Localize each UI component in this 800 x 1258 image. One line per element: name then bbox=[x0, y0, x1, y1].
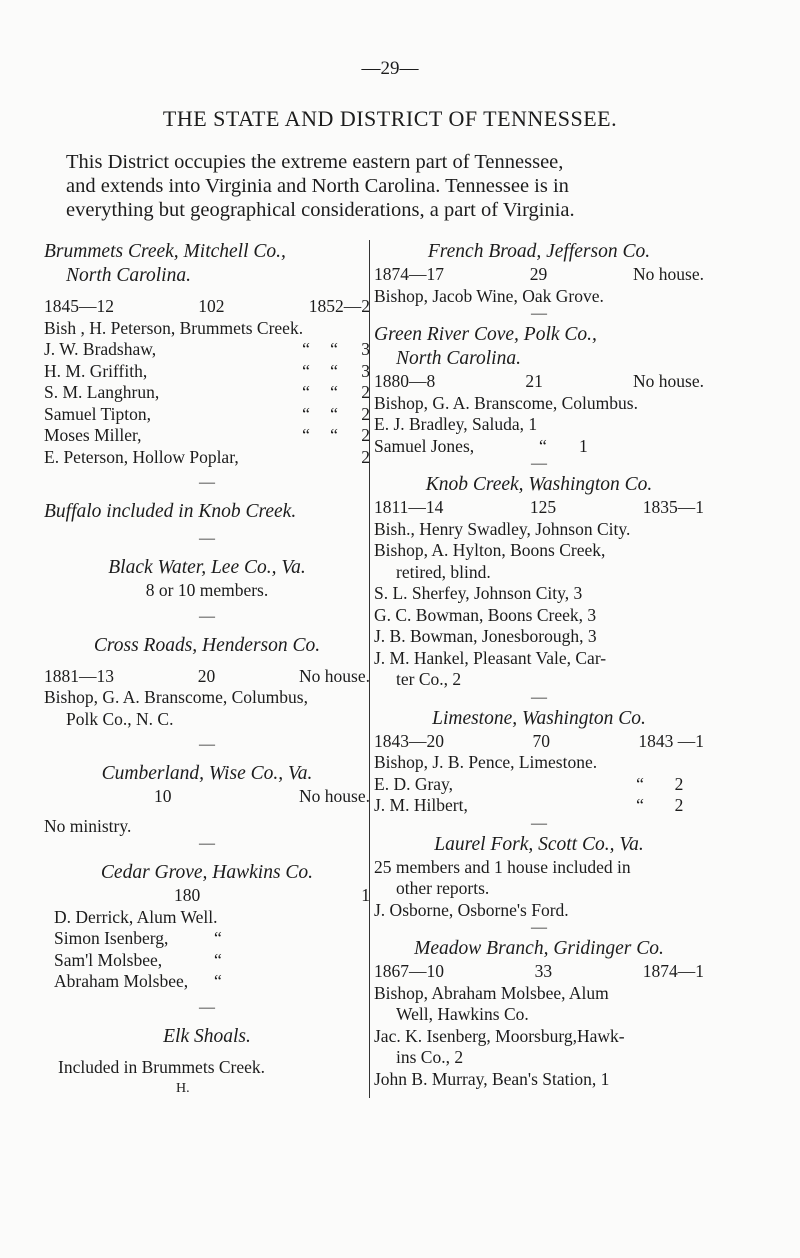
section-divider: — bbox=[531, 455, 547, 472]
stat-houses: 1 bbox=[361, 885, 370, 905]
minister-row: Moses Miller, “ “ 2 bbox=[44, 425, 370, 445]
entry-heading: Knob Creek, Washington Co. bbox=[425, 474, 653, 495]
minister-row: Sam'l Molsbee, “ bbox=[54, 949, 222, 970]
entry-stats bbox=[374, 961, 704, 983]
stat-year: 1881—13 bbox=[44, 665, 114, 686]
entry-meadow-branch bbox=[374, 937, 704, 1090]
stat-year: 1867—10 bbox=[374, 961, 444, 981]
section-divider: — bbox=[199, 736, 215, 753]
stat-year: 1845—12 bbox=[44, 296, 114, 316]
intro-paragraph bbox=[66, 150, 706, 222]
entry-stats bbox=[44, 666, 370, 688]
signature-initial: H. bbox=[176, 1081, 190, 1096]
entry-stats bbox=[44, 885, 370, 907]
intro-line: and extends into Virginia and North Carolina. Tennessee is in bbox=[66, 175, 569, 197]
entry-note: Included in Brummets Creek. bbox=[58, 1056, 266, 1077]
entry-heading: Cross Roads, Henderson Co. bbox=[93, 634, 321, 656]
stat-members: 10 bbox=[154, 786, 172, 806]
minister-row: D. Derrick, Alum Well. bbox=[54, 906, 218, 927]
entry-stats bbox=[374, 371, 704, 393]
stat-year: 1874—17 bbox=[374, 264, 444, 284]
section-divider: — bbox=[199, 607, 215, 625]
page-title: THE STATE AND DISTRICT OF TENNESSEE. bbox=[162, 106, 618, 131]
entry-heading: Laurel Fork, Scott Co., Va. bbox=[434, 833, 644, 855]
minister-line: J. B. Bowman, Jonesborough, 3 bbox=[374, 626, 597, 646]
minister-row: E. Peterson, Hollow Poplar, 2 bbox=[44, 446, 370, 467]
entry-cumberland bbox=[44, 762, 370, 837]
entry-heading: Elk Shoals. bbox=[163, 1025, 251, 1047]
entry-french-broad bbox=[374, 240, 704, 307]
minister-line: Bishop, G. A. Branscome, Columbus, bbox=[44, 687, 308, 707]
minister-row: Abraham Molsbee, “ bbox=[54, 971, 222, 991]
section-divider: — bbox=[531, 814, 547, 832]
entry-note: No ministry. bbox=[44, 815, 132, 836]
entry-stats bbox=[374, 497, 704, 519]
intro-line: everything but geographical considerations, a part of Virginia. bbox=[66, 199, 575, 221]
stat-year: 1811—14 bbox=[374, 497, 444, 517]
minister-line: Bishop, Abraham Molsbee, Alum bbox=[374, 982, 609, 1003]
entry-stats bbox=[44, 786, 370, 808]
minister-line: retired, blind. bbox=[396, 561, 491, 582]
stat-houses: 1843 —1 bbox=[638, 730, 704, 751]
minister-line: John B. Murray, Bean's Station, 1 bbox=[374, 1068, 610, 1089]
entry-black-water bbox=[44, 556, 370, 602]
stat-houses: No house. bbox=[299, 786, 370, 806]
minister-line: Bish., Henry Swadley, Johnson City. bbox=[374, 518, 631, 539]
minister-line: Polk Co., N. C. bbox=[66, 708, 174, 729]
minister-row: S. M. Langhrun, “ “ 2 bbox=[44, 382, 370, 402]
entry-note: 8 or 10 members. bbox=[145, 580, 269, 600]
page-number: —29— bbox=[361, 58, 419, 79]
stat-members: 125 bbox=[529, 497, 557, 517]
entry-knob-creek bbox=[374, 473, 704, 691]
minister-row: H. M. Griffith, “ “ 3 bbox=[44, 360, 370, 381]
entry-stats bbox=[44, 296, 370, 318]
stat-members: 21 bbox=[525, 371, 543, 391]
stat-houses: No house. bbox=[299, 665, 370, 686]
minister-line: J. M. Hankel, Pleasant Vale, Car- bbox=[374, 647, 607, 668]
minister-line: Bishop, G. A. Branscome, Columbus. bbox=[374, 392, 638, 413]
minister-line: Bish , H. Peterson, Brummets Creek. bbox=[44, 317, 304, 338]
section-divider: — bbox=[531, 919, 547, 936]
section-divider: — bbox=[199, 835, 215, 852]
entry-laurel-fork bbox=[374, 833, 704, 922]
entry-green-river-cove bbox=[374, 323, 704, 457]
stat-houses: No house. bbox=[633, 371, 704, 391]
entry-elk-shoals bbox=[44, 1025, 370, 1100]
stat-members: 29 bbox=[529, 264, 548, 284]
entry-cross-roads bbox=[44, 634, 370, 731]
stat-members: 102 bbox=[198, 296, 225, 316]
entry-heading-cont: North Carolina. bbox=[66, 265, 191, 286]
intro-line: This District occupies the extreme eastern part of Tennessee, bbox=[66, 151, 564, 173]
minister-line: Bishop, Jacob Wine, Oak Grove. bbox=[374, 285, 604, 306]
section-divider: — bbox=[199, 530, 215, 547]
stat-houses: 1852—2 bbox=[308, 296, 370, 316]
stat-year: 1843—20 bbox=[374, 730, 444, 751]
entry-heading: Brummets Creek, Mitchell Co., bbox=[44, 241, 286, 262]
entry-stats bbox=[374, 731, 704, 753]
entry-stats bbox=[374, 264, 704, 286]
section-divider: — bbox=[531, 688, 547, 706]
entry-brummets-creek bbox=[44, 240, 370, 468]
minister-line: Samuel Jones, “ 1 bbox=[374, 435, 588, 456]
minister-row: E. D. Gray, “ 2 bbox=[374, 773, 684, 794]
entry-heading: Cedar Grove, Hawkins Co. bbox=[100, 862, 314, 883]
stat-members: 20 bbox=[197, 665, 216, 686]
section-divider: — bbox=[531, 305, 547, 322]
minister-line: Jac. K. Isenberg, Moorsburg,Hawk- bbox=[374, 1025, 625, 1046]
entry-heading: Cumberland, Wise Co., Va. bbox=[101, 763, 313, 784]
entry-note: 25 members and 1 house included in bbox=[374, 856, 631, 877]
minister-row: J. W. Bradshaw, “ “ 3 bbox=[44, 339, 370, 359]
minister-line: Bishop, J. B. Pence, Limestone. bbox=[374, 752, 598, 772]
stat-members: 180 bbox=[174, 885, 201, 905]
entry-heading: Black Water, Lee Co., Va. bbox=[108, 557, 306, 578]
entry-limestone bbox=[374, 707, 704, 817]
minister-row: Samuel Tipton, “ “ 2 bbox=[44, 403, 370, 424]
minister-line: E. J. Bradley, Saluda, 1 bbox=[374, 414, 538, 434]
entry-heading: Meadow Branch, Gridinger Co. bbox=[414, 938, 664, 959]
left-column bbox=[44, 240, 370, 1100]
entry-heading: French Broad, Jefferson Co. bbox=[427, 241, 651, 262]
entry-heading-cont: North Carolina. bbox=[396, 348, 521, 369]
stat-houses: 1874—1 bbox=[642, 961, 704, 981]
entry-cedar-grove bbox=[44, 861, 370, 993]
stat-members: 70 bbox=[532, 730, 550, 751]
stat-members: 33 bbox=[534, 961, 553, 981]
right-column bbox=[374, 240, 704, 1090]
minister-line: ins Co., 2 bbox=[396, 1047, 464, 1067]
minister-row: Simon Isenberg, “ bbox=[54, 928, 222, 948]
entry-note: other reports. bbox=[396, 878, 490, 898]
section-divider: — bbox=[199, 474, 215, 491]
minister-line: Bishop, A. Hylton, Boons Creek, bbox=[374, 540, 606, 560]
stat-houses: 1835—1 bbox=[642, 497, 704, 517]
entry-heading: Limestone, Washington Co. bbox=[432, 707, 646, 729]
minister-line: Well, Hawkins Co. bbox=[396, 1004, 529, 1024]
minister-line: J. Osborne, Osborne's Ford. bbox=[374, 899, 569, 920]
minister-row: J. M. Hilbert, “ 2 bbox=[374, 795, 684, 815]
stat-houses: No house. bbox=[633, 264, 704, 284]
entry-heading: Green River Cove, Polk Co., bbox=[374, 324, 597, 345]
minister-line: S. L. Sherfey, Johnson City, 3 bbox=[374, 583, 583, 603]
minister-line: G. C. Bowman, Boons Creek, 3 bbox=[374, 604, 597, 625]
minister-line: ter Co., 2 bbox=[396, 669, 462, 689]
section-divider: — bbox=[199, 998, 215, 1016]
stat-year: 1880—8 bbox=[374, 371, 436, 391]
entry-buffalo: Buffalo included in Knob Creek. bbox=[44, 501, 297, 522]
